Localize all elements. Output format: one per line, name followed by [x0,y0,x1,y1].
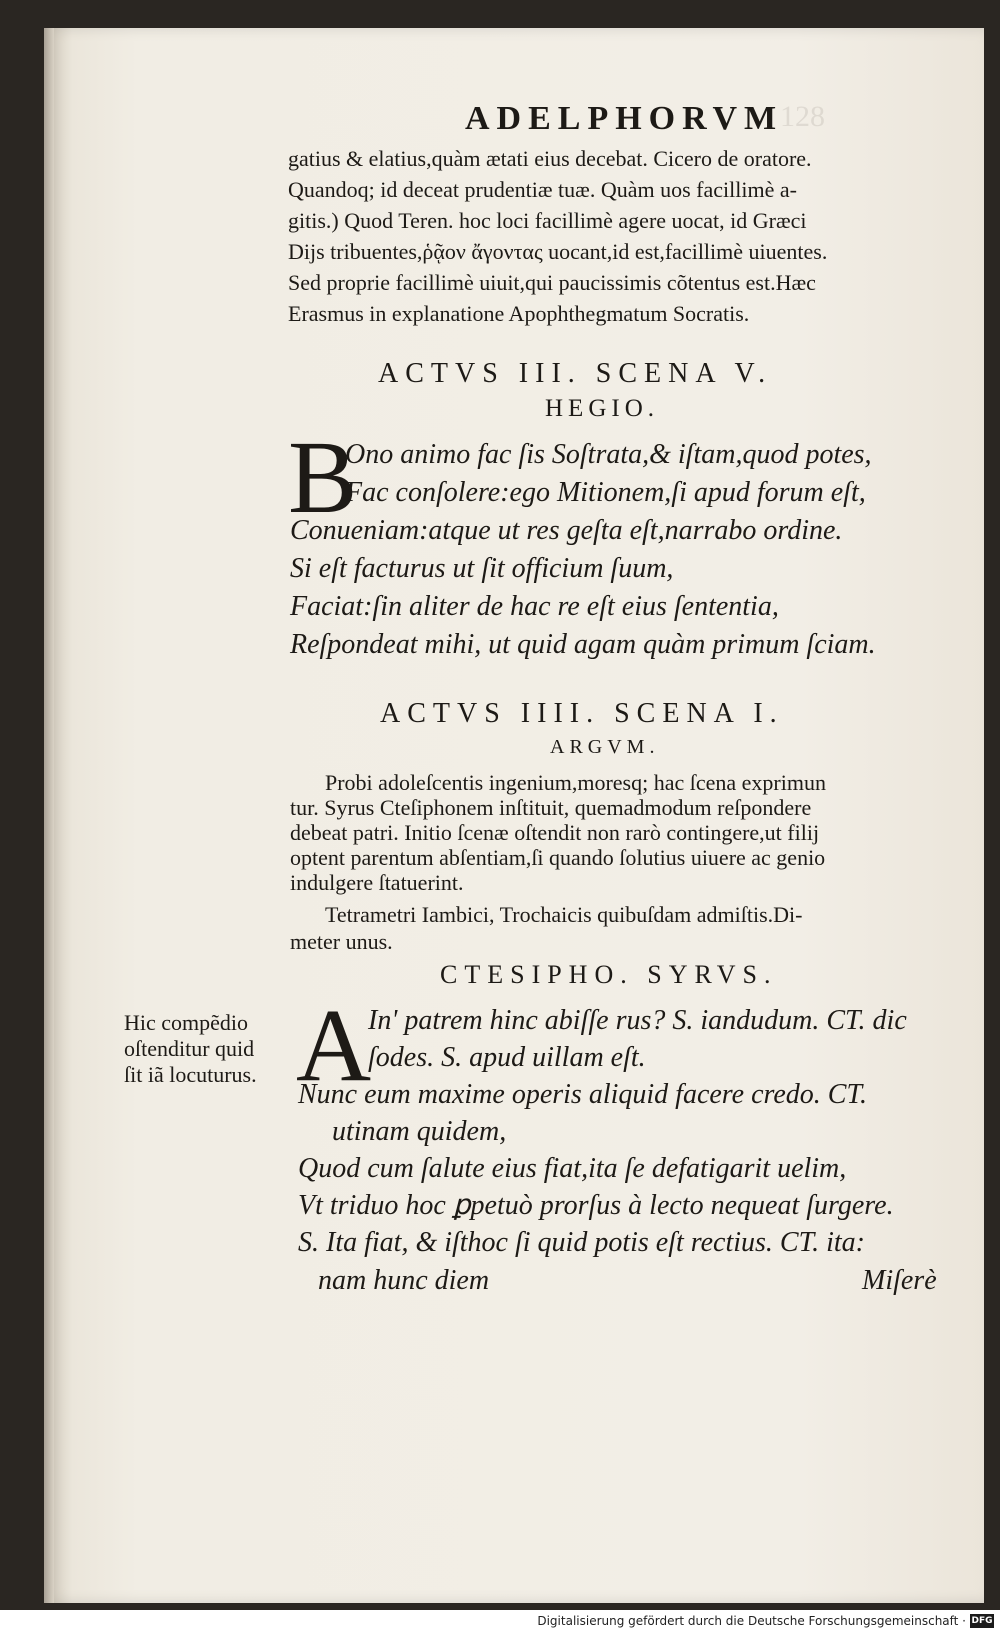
argument-line: indulgere ſtatuerint. [290,870,464,895]
verse-line: ſodes. S. apud uillam eſt. [368,1042,646,1073]
argument-line: optent parentum abſentiam,ſi quando ſolutius uiuere ac genio [290,845,826,870]
commentary-line: Dijs tribuentes,ῥᾷον ἄγοντας uocant,id est,facillimè uiuentes. [288,239,828,264]
speaker-heading: CTESIPHO. SYRVS. [440,960,778,989]
commentary-line: Quandoq; id deceat prudentiæ tuæ. Quàm uos facillimè a- [288,177,797,202]
commentary-line: gitis.) Quod Teren. hoc loci facillimè agere uocat, id Græci [288,208,807,233]
verse-line: Reſpondeat mihi, ut quid agam quàm primum ſciam. [290,629,876,660]
speaker-heading: HEGIO. [545,395,660,422]
verse-line: nam hunc diem [318,1265,490,1296]
drop-cap: B [288,420,358,535]
verse-line: Ono animo fac ſis Soſtrata,& iſtam,quod potes, [345,439,872,470]
commentary-line: Sed proprie facillimè uiuit,qui paucissimis cõtentus est.Hæc [288,270,816,295]
marginal-note-line: oſtenditur quid [124,1036,255,1061]
marginal-note-line: Hic compẽdio [124,1010,249,1035]
verse-line: Nunc eum maxime operis aliquid facere credo. CT. [298,1079,867,1110]
meter-line: meter unus. [290,929,393,954]
digitization-credit: Digitalisierung gefördert durch die Deutsche Forschungsgemeinschaft · [537,1614,966,1628]
argument-line: tur. Syrus Cteſiphonem inſtituit, quemadmodum reſpondere [290,795,812,820]
dfg-logo: DFG [971,1616,993,1626]
verse-line: Fac conſolere:ego Mitionem,ſi apud forum eſt, [345,477,866,508]
verse-line: Conueniam:atque ut res geſta eſt,narrabo ordine. [290,515,843,546]
verse-line: In' patrem hinc abiſſe rus? S. iandudum. CT. dic [368,1005,907,1036]
drop-cap: A [296,988,372,1103]
commentary-line: Erasmus in explanatione Apophthegmatum Socratis. [288,301,750,326]
verse-line: Faciat:ſin aliter de hac re eſt eius ſententia, [290,591,779,622]
act-heading: ACTVS IIII. SCENA I. [380,698,784,729]
argument-line: Probi adoleſcentis ingenium,moresq; hac ſcena exprimun [325,770,826,795]
argument-label: ARGVM. [550,736,660,758]
verse-line: Si eſt facturus ut ſit officium ſuum, [290,553,674,584]
argument-line: debeat patri. Initio ſcenæ oſtendit non rarò contingere,ut filij [290,820,820,845]
act-heading: ACTVS III. SCENA V. [378,358,773,389]
verse-line: Vt triduo hoc ꝑpetuò prorſus à lecto nequeat ſurgere. [298,1190,894,1221]
verse-line: Quod cum ſalute eius fiat,ita ſe defatigarit uelim, [298,1153,847,1184]
meter-line: Tetrametri Iambici, Trochaicis quibuſdam admiſtis.Di- [325,902,803,927]
show-through-page-number: 128 [780,100,825,133]
running-head: ADELPHORVM [465,100,784,137]
verse-line: S. Ita fiat, & iſthoc ſi quid potis eſt rectius. CT. ita: [298,1227,865,1258]
verse-line: utinam quidem, [332,1116,507,1147]
marginal-note-line: ſit iã locuturus. [124,1062,257,1087]
commentary-line: gatius & elatius,quàm ætati eius decebat. Cicero de oratore. [288,146,812,171]
catchword: Miſerè [862,1265,937,1296]
